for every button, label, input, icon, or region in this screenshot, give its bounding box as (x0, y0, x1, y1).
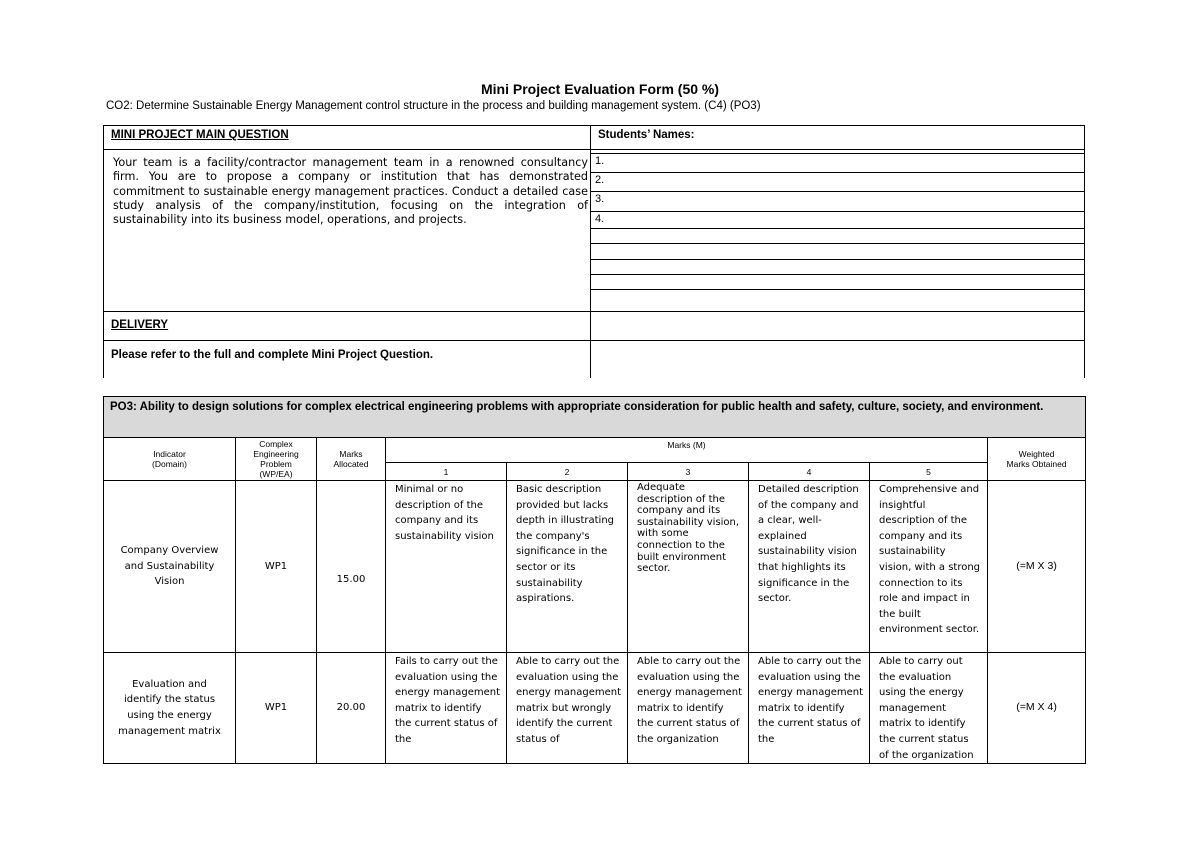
name-slot-line (590, 172, 1085, 173)
level-2-header: 2 (507, 463, 628, 481)
po-statement: PO3: Ability to design solutions for complex electrical engineering problems with appropriate consideration for public health and safety, culture, society, and environment. (104, 397, 1086, 438)
main-question-text: Your team is a facility/contractor management team in a renowned consultancy firm. You are to propose a company or institution that has demonstrated commitment to sustainable energy management practices. Conduct a detailed case study analysis of the company/institution, focusing on the integration of sustainability into its business model, operations, and projects. (113, 156, 588, 227)
domain-label: (Domain) (152, 459, 187, 469)
delivery-instruction: Please refer to the full and complete Mini Project Question. (111, 349, 434, 361)
delivery-heading: DELIVERY (111, 319, 169, 331)
course-outcome-subtitle: CO2: Determine Sustainable Energy Management control structure in the process and building management system. (C4) (PO3) (106, 100, 761, 112)
row-divider (103, 311, 1085, 312)
weighted-cell: (=M X 4) (988, 653, 1086, 764)
level-2-cell: Basic description provided but lacks depth in illustrating the company's significance in the sector or its sustainability aspirations. (507, 481, 628, 653)
level-3-header: 3 (628, 463, 749, 481)
level-1-header: 1 (386, 463, 507, 481)
student-slot-3[interactable]: 3. (595, 193, 605, 205)
marks-cell: 20.00 (317, 653, 386, 764)
weighted-marks-header: Weighted Marks Obtained (988, 438, 1086, 481)
name-slot-line (590, 211, 1085, 212)
complex-problem-header: Complex Engineering Problem (WP/EA) (236, 438, 317, 481)
level-3-cell: Adequate description of the company and its sustainability vision, with some connection to the built environment sector. (628, 481, 749, 653)
level-5-cell: Able to carry out the evaluation using the energy management matrix to identify the current status of the organization (870, 653, 988, 764)
level-5-cell: Comprehensive and insightful description of the company and its sustainability vision, with a strong connection to its role and impact in the built environment sector. (870, 481, 988, 653)
table-row (104, 481, 1086, 653)
student-slot-1[interactable]: 1. (595, 155, 605, 167)
main-question-heading: MINI PROJECT MAIN QUESTION (111, 129, 289, 141)
name-slot-line (590, 153, 1085, 154)
rubric-table (103, 396, 1086, 764)
table-row (104, 653, 1086, 764)
level-4-header: 4 (749, 463, 870, 481)
name-slot-line (590, 191, 1085, 192)
name-slot-line (590, 228, 1085, 229)
indicator-cell: Company Overview and Sustainability Vision (104, 481, 236, 653)
form-title: Mini Project Evaluation Form (50 %) (480, 81, 720, 97)
indicator-cell: Evaluation and identify the status using the energy management matrix (104, 653, 236, 764)
level-2-cell: Able to carry out the evaluation using the energy management matrix but wrongly identify the current status of (507, 653, 628, 764)
level-1-cell: Fails to carry out the evaluation using the energy management matrix to identify the current status of the (386, 653, 507, 764)
problem-cell: WP1 (236, 481, 317, 653)
indicator-label: Indicator (153, 449, 186, 459)
name-slot-line (590, 289, 1085, 290)
marks-cell: 15.00 (317, 481, 386, 653)
row-divider (103, 149, 1085, 150)
student-slot-2[interactable]: 2. (595, 174, 605, 186)
name-slot-line (590, 274, 1085, 275)
weighted-cell: (=M X 3) (988, 481, 1086, 653)
level-5-header: 5 (870, 463, 988, 481)
name-slot-line (590, 243, 1085, 244)
level-4-cell: Able to carry out the evaluation using the energy management matrix to identify the current status of the (749, 653, 870, 764)
row-divider (103, 340, 1085, 341)
level-3-cell: Able to carry out the evaluation using the energy management matrix to identify the current status of the organization (628, 653, 749, 764)
students-names-heading: Students’ Names: (598, 129, 695, 141)
question-table (103, 125, 1085, 378)
indicator-header (104, 438, 236, 481)
level-4-cell: Detailed description of the company and a clear, well-explained sustainability vision that highlights its significance in the sector. (749, 481, 870, 653)
table-border (103, 125, 1085, 126)
student-slot-4[interactable]: 4. (595, 213, 605, 225)
level-1-cell: Minimal or no description of the company and its sustainability vision (386, 481, 507, 653)
marks-allocated-header: Marks Allocated (317, 438, 386, 481)
name-slot-line (590, 259, 1085, 260)
marks-m-header: Marks (M) (386, 438, 988, 463)
problem-cell: WP1 (236, 653, 317, 764)
